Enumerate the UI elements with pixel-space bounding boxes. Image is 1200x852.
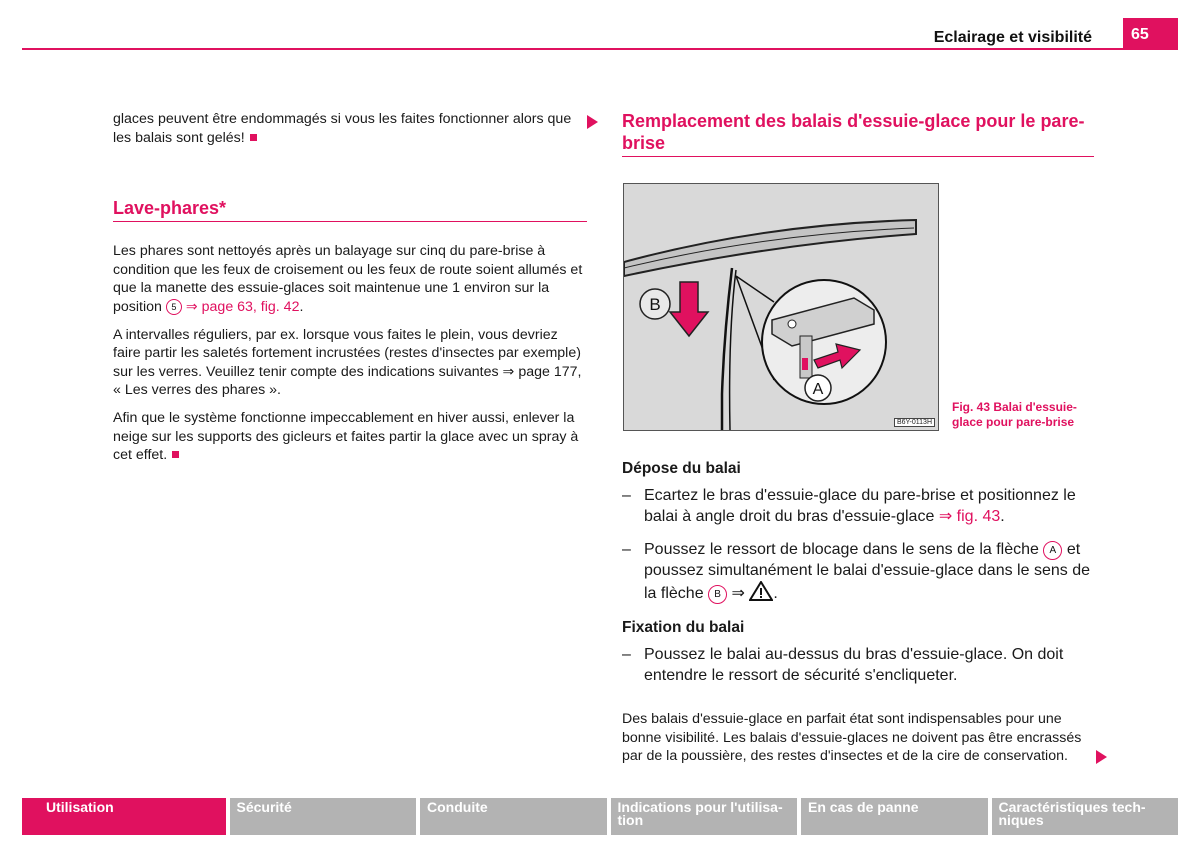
depose-title: Dépose du balai [622,460,741,477]
tab-caracteristiques[interactable]: Caractéristiques tech-niques [992,798,1179,835]
tab-utilisation[interactable]: Utilisation [22,798,226,835]
left-column [113,110,587,474]
intro-paragraph: glaces peuvent être endommagés si vous les faites fonctionner alors que les balais sont gelés! [113,111,572,146]
tab-indications[interactable]: Indications pour l'utilisa-tion [611,798,798,835]
tab-securite[interactable]: Sécurité [230,798,417,835]
figure-caption: Fig. 43 Balai d'essuie-glace pour pare-brise [952,400,1077,429]
page-number: 65 [1123,18,1178,50]
arrow-b-icon: B [708,585,727,604]
step-3: – Poussez le balai au-dessus du bras d'essuie-glace. On doit entendre le ressort de sécurité s'encliqueter. [622,646,1064,684]
arrow-a-icon: A [1043,541,1062,560]
section-heading-remplacement: Remplacement des balais d'essuie-glace pour le pare-brise [622,110,1094,157]
end-square-icon [250,134,257,141]
instructions [622,460,1094,775]
figure-code: B6Y-0113H [894,418,935,427]
warning-icon[interactable] [749,581,773,601]
lave-phares-paragraph-1: Les phares sont nettoyés après un balayage sur cinq du pare-brise à condition que les feux de croisement ou les feux de route soient allumés et que la manette des essuie-glaces soit maintenue une 1 environ sur la position 5 ⇒ page 63, fig. 42. [113,243,583,315]
section-heading-lave-phares: Lave-phares* [113,197,587,222]
header-rule [22,48,1178,50]
page-63-link[interactable]: ⇒ page 63, fig. 42 [185,298,300,315]
chapter-title: Eclairage et visibilité [933,29,1092,46]
closing-paragraph: Des balais d'essuie-glace en parfait état sont indispensables pour une bonne visibilité. Les balais d'essuie-glaces ne doivent pas être encrassés par de la poussière, des restes d'insectes et de la cire de conservation. [622,711,1082,765]
step-2: – Poussez le ressort de blocage dans le sens de la flèche A et poussez simultanément le balai d'essuie-glace dans le sens de la flèche B ⇒ . [622,541,1090,602]
wiper-illustration [624,184,938,430]
continue-arrow-icon [1096,750,1107,764]
right-column [622,110,1094,157]
label-a: A [812,381,824,398]
tab-en-cas-de-panne[interactable]: En cas de panne [801,798,988,835]
position-5-icon: 5 [166,299,182,315]
label-b: B [649,295,661,314]
wiper-blade-figure [623,183,939,431]
tab-conduite[interactable]: Conduite [420,798,607,835]
end-square-icon [172,451,179,458]
footer-nav [22,798,1178,835]
step-1: – Ecartez le bras d'essuie-glace du pare-brise et positionnez le balai à angle droit du bras d'essuie-glace ⇒ fig. 43. [622,487,1076,525]
continue-arrow-icon [587,115,598,129]
fig-43-link[interactable]: ⇒ fig. 43 [938,508,1001,525]
lave-phares-paragraph-3: Afin que le système fonctionne impeccablement en hiver aussi, enlever la neige sur les supports des gicleurs et faites partir la glace avec un spray à cet effet. [113,409,579,464]
lave-phares-paragraph-2: A intervalles réguliers, par ex. lorsque vous faites le plein, vous devriez faire partir les saletés fortement incrustées (restes d'insectes par exemple) sur les verres. Veuillez tenir compte des indications suivantes ⇒ page 177, « Les verres des phares ». [113,326,582,399]
fixation-title: Fixation du balai [622,619,745,636]
